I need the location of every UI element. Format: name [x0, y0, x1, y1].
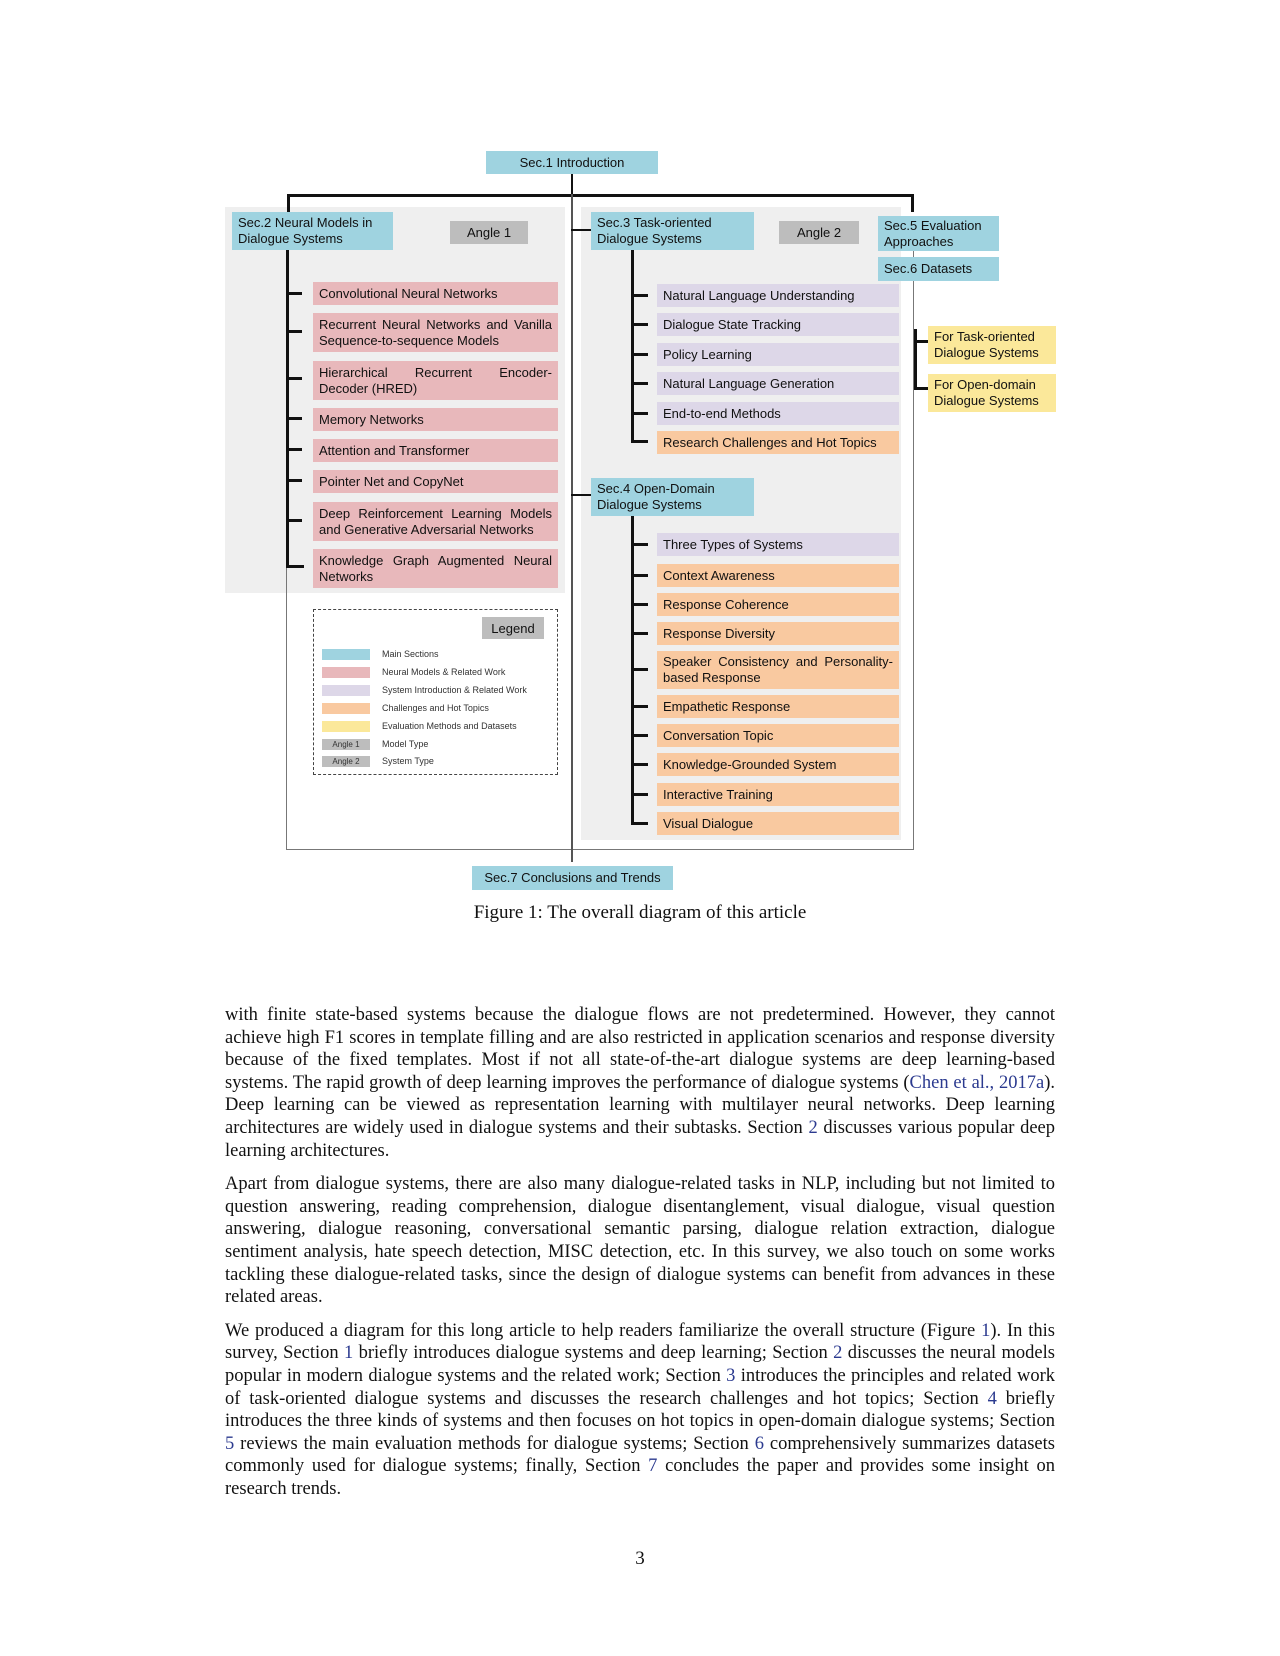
- section-ref-link[interactable]: 4: [987, 1388, 997, 1409]
- legend-swatch-angle: Angle 2: [322, 756, 370, 767]
- text-run: concludes the paper and provides some insight on research trends.: [225, 1456, 1055, 1499]
- sec4-item: [657, 724, 899, 747]
- section-ref-link[interactable]: 5: [225, 1433, 235, 1454]
- drop-sec2: [287, 194, 290, 212]
- datasets-tick: [914, 340, 928, 343]
- legend-row: [322, 702, 489, 714]
- sec4-item: [657, 564, 899, 587]
- legend-label: Challenges and Hot Topics: [382, 703, 489, 713]
- sec1-label: Sec.1 Introduction: [519, 154, 625, 170]
- sec7-box: [472, 866, 673, 890]
- sec3-item-label: Research Challenges and Hot Topics: [663, 434, 877, 450]
- sec4-tick: [631, 705, 648, 708]
- sec3-item: [657, 402, 899, 425]
- angle2-badge: [779, 221, 859, 244]
- sec2-label: Sec.2 Neural Models in Dialogue Systems: [238, 215, 373, 246]
- sec6-label: Sec.6 Datasets: [884, 261, 973, 276]
- sec4-item: [657, 533, 899, 556]
- sec2-item: [313, 313, 558, 352]
- legend-row: [322, 684, 527, 696]
- section-ref-link[interactable]: 2: [833, 1343, 843, 1364]
- sec3-item: [657, 372, 899, 395]
- sec4-item-label: Visual Dialogue: [663, 815, 754, 831]
- paragraph: [225, 1320, 1055, 1501]
- sec3-tick: [631, 382, 648, 385]
- sec4-item: [657, 622, 899, 645]
- sec4-tick: [631, 822, 648, 825]
- legend-label: System Introduction & Related Work: [382, 685, 527, 695]
- sec4-tick: [631, 574, 648, 577]
- section-ref-link[interactable]: 2: [808, 1117, 818, 1138]
- sec4-item-label: Three Types of Systems: [663, 536, 803, 552]
- sec2-tick: [286, 330, 302, 333]
- text-run: reviews the main evaluation methods for dialogue systems; Section: [234, 1433, 755, 1454]
- stub-sec3: [571, 229, 591, 231]
- legend-swatch: [322, 649, 370, 660]
- text-run: We produced a diagram for this long article to help readers familiarize the overall structure (Figure: [225, 1320, 982, 1341]
- text-run: discusses the neural models popular in modern dialogue systems and the related work; Section: [225, 1343, 1055, 1386]
- sec6-box: [878, 257, 999, 281]
- sec4-item: [657, 783, 899, 806]
- sec2-tick: [286, 519, 302, 522]
- legend-label: System Type: [382, 756, 434, 766]
- text-run: discusses various popular deep learning architectures.: [225, 1117, 1056, 1161]
- sec4-item: [657, 593, 899, 616]
- text-run: Apart from dialogue systems, there are also many dialogue-related tasks in NLP, including but not limited to question answering, reading comprehension, dialogue disentanglement, visual dialogue, visual question answering, dialogue reasoning, conversational semantic parsing, dialogue relation extraction, dialogue sentiment analysis, hate speech detection, MISC detection, etc. In this survey, we also touch on some works tackling these dialogue-related tasks, since the design of dialogue systems can benefit from advances in these related areas.: [225, 1174, 1055, 1308]
- legend-swatch: [322, 721, 370, 732]
- sec3-box: [591, 212, 754, 250]
- sec3-tick: [631, 353, 648, 356]
- sec2-item-label: Recurrent Neural Networks and Vanilla Sequence-to-sequence Models: [319, 316, 552, 348]
- sec2-item: [313, 408, 558, 431]
- datasets-task-oriented: [928, 326, 1056, 364]
- sec4-tick: [631, 632, 648, 635]
- text-run: comprehensively summarizes datasets commonly used for dialogue systems; finally, Section: [225, 1433, 1055, 1477]
- legend-title: Legend: [482, 617, 544, 639]
- datasets-tick: [914, 387, 928, 390]
- legend-swatch: [322, 685, 370, 696]
- frame-bottom: [286, 849, 914, 850]
- sec2-tick: [286, 417, 302, 420]
- sec4-tick: [631, 793, 648, 796]
- sec3-item-label: Natural Language Understanding: [663, 287, 855, 303]
- sec3-tick: [631, 323, 648, 326]
- text-run: introduces the principles and related work of task-oriented dialogue systems and discusses the research challenges and hot topics; Section: [225, 1365, 1055, 1409]
- trunk-top: [571, 174, 573, 196]
- legend-label: Model Type: [382, 739, 429, 749]
- sec5-box: [878, 216, 999, 251]
- body-text: [225, 1004, 1055, 1511]
- sec4-item-label: Knowledge-Grounded System: [663, 756, 837, 772]
- sec3-item: [657, 284, 899, 307]
- figure-ref-link[interactable]: 1: [981, 1320, 991, 1341]
- sec4-item-label: Interactive Training: [663, 786, 773, 802]
- section-ref-link[interactable]: 6: [754, 1433, 764, 1454]
- citation-link[interactable]: Chen et al., 2017a: [909, 1072, 1045, 1093]
- sec3-item: [657, 343, 899, 366]
- sec3-item: [657, 313, 899, 336]
- sec4-box: [591, 478, 754, 516]
- sec2-tick: [286, 292, 302, 295]
- drop-sec5: [911, 194, 914, 212]
- sec2-tick: [286, 565, 304, 568]
- sec4-tick: [631, 668, 648, 671]
- legend-label: Evaluation Methods and Datasets: [382, 721, 517, 731]
- sec4-item-label: Empathetic Response: [663, 698, 791, 714]
- sec4-item: [657, 651, 899, 689]
- sec4-label: Sec.4 Open-Domain Dialogue Systems: [597, 481, 715, 512]
- sec2-item-label: Deep Reinforcement Learning Models and Generative Adversarial Networks: [319, 505, 552, 537]
- angle1-badge: [450, 221, 528, 244]
- text-run: briefly introduces the three kinds of systems and then focuses on hot topics in open-domain dialogue systems; Section: [225, 1388, 1056, 1432]
- datasets-open-label: For Open-domain Dialogue Systems: [934, 377, 1039, 408]
- sec3-item-label: Policy Learning: [663, 346, 752, 362]
- legend-row: [322, 738, 428, 750]
- sec3-item: [657, 431, 899, 454]
- sec4-tick: [631, 603, 648, 606]
- paragraph: [225, 1004, 1055, 1162]
- sec2-item: [313, 439, 558, 462]
- sec4-item-label: Speaker Consistency and Personality-based Response: [663, 654, 893, 685]
- paragraph: [225, 1173, 1055, 1309]
- sec4-item: [657, 812, 899, 835]
- sec4-item: [657, 753, 899, 776]
- legend-row: [322, 720, 517, 732]
- sec3-item-label: Dialogue State Tracking: [663, 316, 802, 332]
- legend-swatch: [322, 703, 370, 714]
- sec2-item: [313, 502, 558, 541]
- figure-caption: Figure 1: The overall diagram of this article: [473, 902, 807, 923]
- text-run: ). Deep learning can be viewed as representation learning with multilayer neural networks. Deep learning architectures are widely used in dialogue systems and their subtasks. Section: [225, 1072, 1055, 1138]
- sec2-tick: [286, 448, 302, 451]
- sec3-label: Sec.3 Task-oriented Dialogue Systems: [597, 215, 712, 246]
- datasets-task-label: For Task-oriented Dialogue Systems: [934, 329, 1039, 360]
- legend-row: [322, 755, 434, 767]
- sec4-tick: [631, 543, 648, 546]
- section-ref-link[interactable]: 1: [343, 1343, 354, 1364]
- frame-left: [286, 540, 287, 850]
- legend: [313, 609, 558, 775]
- sec2-item-label: Memory Networks: [319, 411, 424, 427]
- sec2-item: [313, 282, 558, 305]
- stub-sec4: [571, 494, 591, 496]
- sec4-item: [657, 695, 899, 718]
- sec3-tick: [631, 440, 648, 443]
- sec2-item-label: Attention and Transformer: [319, 442, 470, 458]
- datasets-open-domain: [928, 374, 1056, 412]
- sec3-item-label: Natural Language Generation: [663, 375, 835, 391]
- sec2-tick: [286, 377, 302, 380]
- legend-row: [322, 666, 505, 678]
- sec2-item: [313, 549, 558, 588]
- legend-swatch: [322, 667, 370, 678]
- text-run: with finite state-based systems because the dialogue flows are not predetermined. However, they cannot achieve high F1 scores in template filling and are also restricted in application scenarios and response diversity because of the fixed templates. Most if not all state-of-the-art dialogue systems are deep learning-based systems. The rapid growth of deep learning improves the performance of dialogue systems (: [225, 1005, 1055, 1093]
- section-ref-link[interactable]: 3: [726, 1365, 736, 1386]
- frame-right: [913, 225, 914, 850]
- sec4-item-label: Response Coherence: [663, 596, 789, 612]
- datasets-bracket: [914, 329, 917, 389]
- sec3-tick: [631, 294, 648, 297]
- angle2-label: Angle 2: [796, 224, 842, 240]
- sec5-label: Sec.5 Evaluation Approaches: [884, 217, 982, 249]
- main-trunk: [571, 194, 573, 862]
- sec2-item-label: Convolutional Neural Networks: [319, 285, 498, 301]
- sec1-box: [486, 151, 658, 174]
- sec3-tick: [631, 412, 648, 415]
- text-run: ). In this survey, Section: [225, 1320, 1055, 1364]
- sec4-tick: [631, 763, 648, 766]
- legend-label: Neural Models & Related Work: [382, 667, 506, 677]
- sec4-item-label: Conversation Topic: [663, 727, 774, 743]
- sec2-item: [313, 361, 558, 400]
- angle1-label: Angle 1: [466, 224, 512, 240]
- sec7-label: Sec.7 Conclusions and Trends: [484, 870, 661, 885]
- top-bar: [287, 194, 914, 197]
- text-run: briefly introduces dialogue systems and deep learning; Section: [353, 1343, 834, 1364]
- sec2-box: [232, 212, 393, 250]
- sec4-item-label: Response Diversity: [663, 625, 775, 641]
- legend-label: Main Sections: [382, 649, 439, 659]
- sec2-item-label: Knowledge Graph Augmented Neural Networks: [319, 552, 552, 584]
- sec2-item-label: Hierarchical Recurrent Encoder-Decoder (HRED): [319, 364, 552, 396]
- sec2-item: [313, 470, 558, 493]
- page-number: 3: [635, 1548, 645, 1569]
- sec4-tick: [631, 734, 648, 737]
- legend-row: [322, 648, 439, 660]
- sec4-item-label: Context Awareness: [663, 567, 775, 583]
- legend-swatch-angle: Angle 1: [322, 739, 370, 750]
- section-ref-link[interactable]: 7: [648, 1456, 658, 1477]
- sec2-item-label: Pointer Net and CopyNet: [319, 473, 464, 489]
- sec3-item-label: End-to-end Methods: [663, 405, 781, 421]
- sec2-tick: [286, 479, 302, 482]
